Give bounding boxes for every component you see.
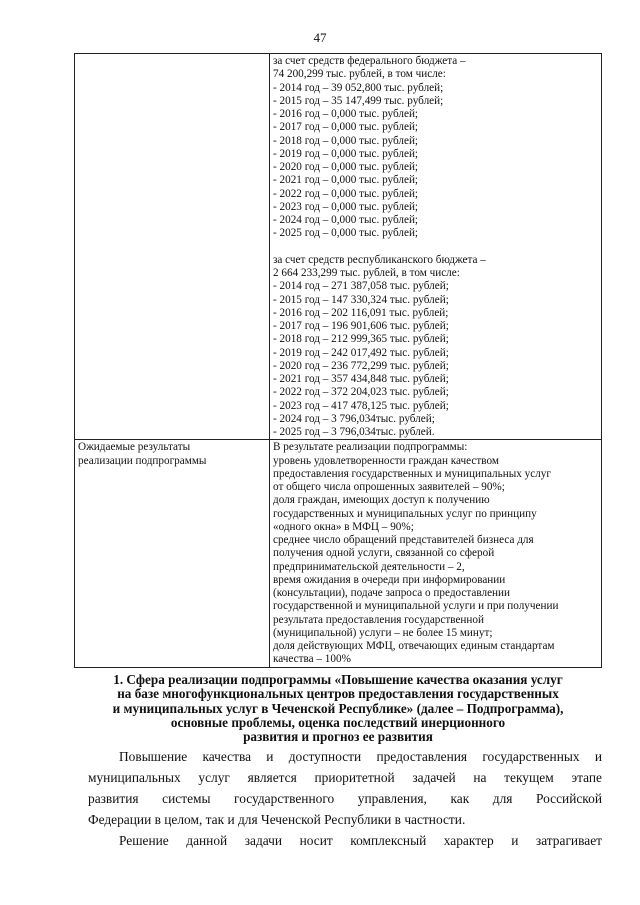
cell-text-line: (муниципальной) услуги – не более 15 минут; [273, 626, 493, 639]
cell-text-line: «одного окна» в МФЦ – 90%; [273, 520, 414, 533]
cell-text-line: 74 200,299 тыс. рублей, в том числе: [273, 68, 446, 81]
paragraph-line: Федерации в целом, так и для Чеченской Республики в частности. [88, 812, 466, 827]
table-cell-label [75, 54, 270, 440]
cell-text-line: - 2022 год – 0,000 тыс. рублей; [273, 187, 419, 200]
cell-text-line: за счет средств федерального бюджета – [273, 55, 466, 67]
cell-text-line: - 2020 год – 0,000 тыс. рублей; [273, 161, 419, 173]
cell-text-line: - 2014 год – 271 387,058 тыс. рублей; [273, 280, 449, 293]
cell-text-line: - 2019 год – 0,000 тыс. рублей; [273, 147, 419, 160]
cell-text-line: государственной и муниципальной услуги и при получении [273, 600, 559, 613]
cell-text-line: результата предоставления государственной [273, 613, 484, 626]
cell-text-line: государственных и муниципальных услуг по принципу [273, 507, 537, 520]
table-cell-value [270, 54, 602, 440]
cell-text-line: В результате реализации подпрограммы: [273, 441, 468, 454]
cell-text-line: за счет средств республиканского бюджета – [273, 253, 486, 266]
cell-text-line: время ожидания в очереди при информировании [273, 573, 506, 586]
cell-text-line: - 2015 год – 147 330,324 тыс. рублей; [273, 293, 449, 306]
heading-line: и муниципальных услуг в Чеченской Республике» (далее – Подпрограмма), [112, 700, 564, 716]
cell-text-line: - 2021 год – 357 434,848 тыс. рублей; [273, 373, 449, 385]
cell-text-line: - 2022 год – 372 204,023 тыс. рублей; [273, 386, 449, 399]
cell-text-line: доля действующих МФЦ, отвечающих единым стандартам [273, 640, 555, 652]
cell-text-line: - 2024 год – 0,000 тыс. рублей; [273, 214, 419, 226]
cell-text-line: среднее число обращений представителей бизнеса для [273, 534, 534, 546]
table-cell-value [270, 440, 602, 667]
cell-text-line: - 2023 год – 417 478,125 тыс. рублей; [273, 399, 449, 412]
cell-text-line: реализации подпрограммы [78, 454, 207, 467]
paragraph-line: Повышение качества и доступности предоставления государственных и [119, 749, 602, 764]
cell-text-line: - 2017 год – 0,000 тыс. рублей; [273, 121, 419, 134]
cell-text-line: предоставления государственных и муниципальных услуг [273, 467, 551, 480]
cell-text-line: доля граждан, имеющих доступ к получению [273, 494, 490, 507]
cell-text-line: - 2025 год – 3 796,034тыс. рублей. [273, 426, 435, 438]
table-row [75, 54, 602, 440]
heading-line: 1. Сфера реализации подпрограммы «Повышение качества оказания услуг [113, 672, 563, 687]
cell-text-line: Ожидаемые результаты [78, 441, 191, 454]
table-row [75, 440, 602, 667]
cell-text-line: качества – 100% [273, 653, 351, 666]
cell-text-line: - 2018 год – 0,000 тыс. рублей; [273, 134, 419, 147]
cell-text-line: предпринимательской деятельности – 2, [273, 560, 465, 573]
cell-text-line: - 2016 год – 202 116,091 тыс. рублей; [273, 306, 449, 319]
body-text [88, 746, 602, 851]
cell-text-line: (консультации), подаче запроса о предоставлении [273, 587, 510, 599]
subprogram-passport-table [74, 53, 602, 668]
cell-text-line: - 2017 год – 196 901,606 тыс. рублей; [273, 320, 449, 332]
cell-text-line: - 2015 год – 35 147,499 тыс. рублей; [273, 94, 444, 107]
section-heading [74, 673, 602, 744]
cell-text-line: - 2021 год – 0,000 тыс. рублей; [273, 174, 419, 187]
page-number: 47 [313, 30, 327, 45]
cell-text-line: - 2014 год – 39 052,800 тыс. рублей; [273, 81, 444, 94]
heading-line: основные проблемы, оценка последствий инерционного [170, 714, 506, 730]
cell-text-line: - 2019 год – 242 017,492 тыс. рублей; [273, 346, 449, 359]
cell-text-line: уровень удовлетворенности граждан качеством [273, 454, 499, 467]
blank-line [273, 241, 599, 254]
paragraph-line: Решение данной задачи носит комплексный характер и затрагивает [119, 833, 602, 848]
cell-text-line: - 2018 год – 212 999,365 тыс. рублей; [273, 333, 449, 346]
cell-text-line: - 2025 год – 0,000 тыс. рублей; [273, 227, 419, 240]
cell-text-line: 2 664 233,299 тыс. рублей, в том числе: [273, 267, 460, 279]
cell-text-line: - 2023 год – 0,000 тыс. рублей; [273, 200, 419, 213]
cell-text-line: - 2020 год – 236 772,299 тыс. рублей; [273, 359, 449, 372]
table-cell-label [75, 440, 270, 667]
cell-text-line: получения одной услуги, связанной со сферой [273, 547, 495, 560]
cell-text-line: от общего числа опрошенных заявителей – 90%; [273, 481, 505, 493]
cell-text-line: - 2024 год – 3 796,034тыс. рублей; [273, 412, 435, 425]
paragraph-line: развития системы государственного управления, как для Российской [88, 791, 602, 806]
heading-line: на базе многофункциональных центров предоставления государственных [117, 686, 559, 702]
heading-line: развития и прогноз ее развития [243, 729, 433, 745]
paragraph-line: муниципальных услуг является приоритетной задачей на текущем этапе [88, 770, 602, 785]
cell-text-line: - 2016 год – 0,000 тыс. рублей; [273, 108, 419, 120]
